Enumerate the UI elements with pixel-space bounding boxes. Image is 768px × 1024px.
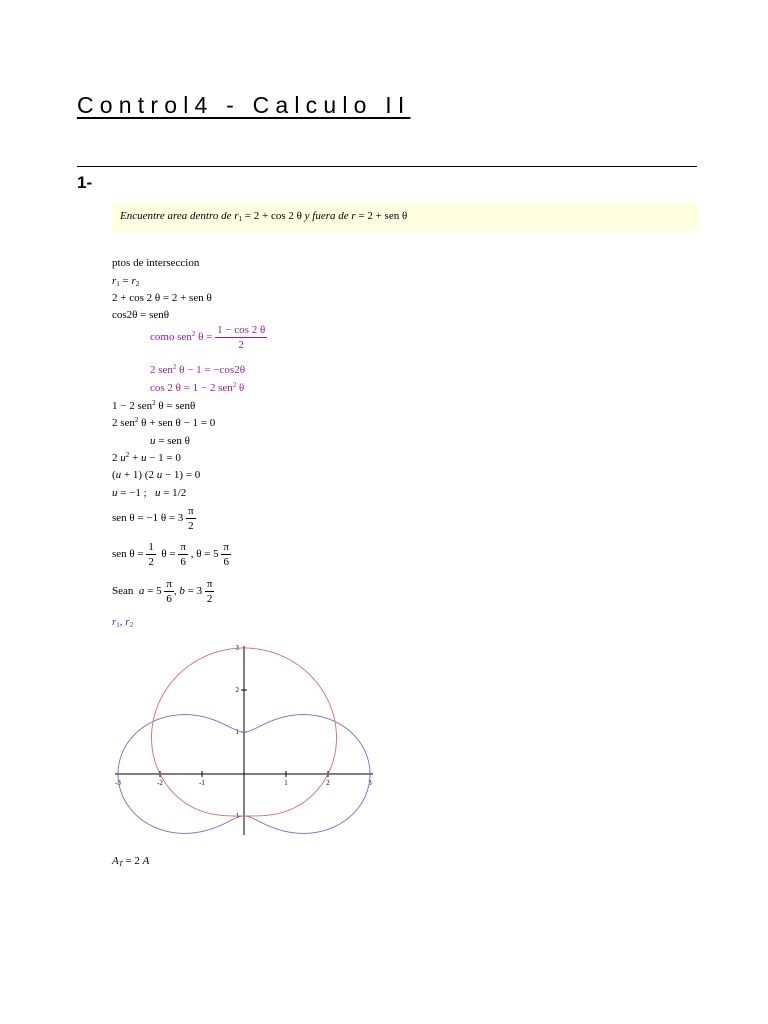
section-divider xyxy=(77,166,697,167)
equation-line-9: 2 sen$^2$ θ + sen θ − 1 = 0 xyxy=(112,416,216,429)
x-tick-label: -2 xyxy=(157,779,163,787)
plot-command: $r_1$, $r_2$ xyxy=(112,616,134,629)
equation-line-10: u = sen θ xyxy=(150,435,190,447)
equation-line-7: cos 2 θ = 1 − 2 sen$^2$ θ xyxy=(150,381,245,394)
equation-sen-half: sen θ = $\frac{1}{2}$ θ = $\frac{\pi}{6}$ , θ = 5 $\frac{\pi}{6}$ xyxy=(112,541,229,568)
equation-sen-minus-one: sen θ = −1 θ = 3 $\frac{\pi}{2}$ xyxy=(112,505,194,532)
y-tick-label: 2 xyxy=(235,686,239,694)
y-tick-label: 1 xyxy=(235,728,239,736)
equation-line-11: 2 $u^2 + u - 1 = 0$ xyxy=(112,451,181,464)
como-identity: como sen$^2$ θ = $\frac{1 - \cos 2 \theta}{2}$ xyxy=(150,324,266,351)
page-title: Control4 - Calculo II xyxy=(77,92,411,118)
equation-line-12: (u + 1) (2 u − 1) = 0 xyxy=(112,469,201,481)
x-tick-label: 3 xyxy=(368,779,372,787)
equation-r1-r2: $r_1 = r_2$ xyxy=(112,275,140,288)
x-tick-label: -3 xyxy=(115,779,121,787)
question-r2-expression: = 2 + sen θ xyxy=(358,210,408,222)
equation-sean: Sean a = 5 $\frac{\pi}{6}$ , b = 3 $\frac{\pi}{2}$ xyxy=(112,578,213,605)
equation-line-8: 1 − 2 sen$^2$ θ = senθ xyxy=(112,399,196,412)
x-tick-label: 2 xyxy=(326,779,330,787)
question-text: Encuentre area dentro de $r_1 = 2 + \cos 2$ θ y fuera de r = 2 + sen θ xyxy=(120,210,408,223)
x-tick-label: 1 xyxy=(284,779,288,787)
question-middle: y fuera de xyxy=(304,210,349,222)
equation-line-4: cos2θ = senθ xyxy=(112,309,170,321)
y-tick-label: 3 xyxy=(235,644,239,652)
y-tick-label: -1 xyxy=(233,812,239,820)
equation-line-13: u = −1 ; u = 1/2 xyxy=(112,487,187,499)
section-number: 1- xyxy=(77,173,93,192)
question-r1-expression: = 2 + cos 2 θ xyxy=(244,210,302,222)
area-equation: $A_T = 2$ A xyxy=(112,855,150,868)
equation-line-3: 2 + cos 2 θ = 2 + sen θ xyxy=(112,292,212,304)
equation-line-6: 2 sen$^2$ θ − 1 = −cos2θ xyxy=(150,363,245,376)
polar-plot xyxy=(110,640,390,845)
x-tick-label: -1 xyxy=(199,779,205,787)
intersection-heading: ptos de interseccion xyxy=(112,257,200,269)
question-box xyxy=(112,203,698,232)
question-prefix: Encuentre area dentro de xyxy=(120,210,232,222)
